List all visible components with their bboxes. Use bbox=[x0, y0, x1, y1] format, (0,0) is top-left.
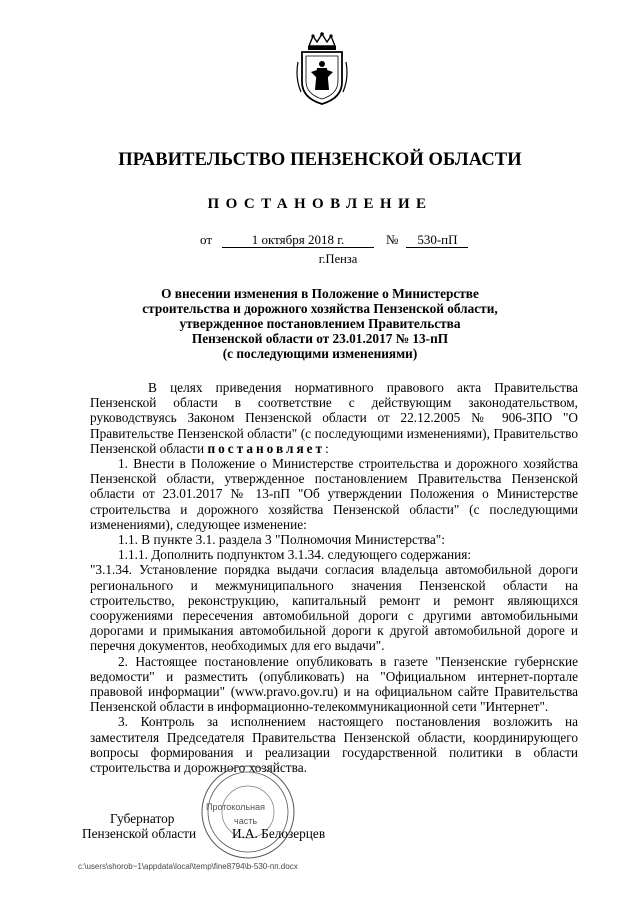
signatory-name: И.А. Белозерцев bbox=[232, 826, 326, 841]
clause-3-paragraph: 3. Контроль за исполнением настоящего постановления возложить на заместителя Председателя Правительства Пензенской области, координирующего вопросы формирования и реализации государственной политики в области строительства и дорожного хозяйства. bbox=[90, 714, 578, 776]
subject-line: (с последующими изменениями) bbox=[222, 346, 418, 361]
coat-of-arms-emblem bbox=[295, 32, 349, 106]
document-body bbox=[90, 380, 578, 775]
protocol-stamp bbox=[198, 762, 298, 862]
file-path-footer: c:\users\shorob~1\appdata\local\temp\fine8794\b-530-пп.docx bbox=[78, 862, 298, 871]
clause-1-1-1-paragraph: 1.1.1. Дополнить подпунктом 3.1.34. следующего содержания: bbox=[118, 547, 472, 563]
subject-line: Пензенской области от 23.01.2017 № 13-пП bbox=[191, 331, 449, 346]
signatory-region: Пензенской области bbox=[82, 826, 197, 841]
new-subclause-paragraph: "3.1.34. Установление порядка выдачи согласия владельца автомобильной дороги регионального и межмуниципального значения Пензенской области на строительство, реконструкцию, капитальный ремонт и ремонт являющихся сооружениями пересечения автомобильной дороги с другими автомобильными дорогами и примыкания автомобильной дороги к другой автомобильной дороге и перечня документов, необходимых для его выдачи". bbox=[90, 562, 578, 654]
clause-1-1-paragraph: 1.1. В пункте 3.1. раздела 3 "Полномочия Министерства": bbox=[118, 532, 445, 548]
date-prefix: от bbox=[200, 232, 213, 247]
subject-line: О внесении изменения в Положение о Министерстве bbox=[161, 286, 479, 301]
resolves-word: постановляет bbox=[207, 440, 326, 456]
government-title: ПРАВИТЕЛЬСТВО ПЕНЗЕНСКОЙ ОБЛАСТИ bbox=[118, 150, 522, 170]
subject-line: утвержденное постановлением Правительства bbox=[179, 316, 461, 331]
city-name: г.Пенза bbox=[318, 252, 358, 266]
stamp-text-line: часть bbox=[234, 816, 258, 826]
document-type-heading: ПОСТАНОВЛЕНИЕ bbox=[207, 196, 433, 212]
document-subject bbox=[0, 286, 640, 361]
document-date: 1 октября 2018 г. bbox=[222, 233, 374, 248]
document-number: 530-пП bbox=[406, 233, 468, 248]
clause-1-paragraph: 1. Внести в Положение о Министерстве строительства и дорожного хозяйства Пензенской области, утвержденное постановлением Правительства Пензенской области от 23.01.2017 № 13-пП "Об утверждении Положения о Министерстве строительства и дорожного хозяйства Пензенской области" (с последующими изменениями), следующее изменение: bbox=[90, 456, 578, 532]
clause-2-paragraph: 2. Настоящее постановление опубликовать в газете "Пензенские губернские ведомости" и разместить (опубликовать) на "Официальном интернет-портале правовой информации" (www.pravo.gov.ru) и на официальном сайте Правительства Пензенской области в информационно-телекоммуникационной сети "Интернет". bbox=[90, 653, 578, 715]
preamble-paragraph bbox=[90, 380, 578, 456]
preamble-text: В целях приведения нормативного правового акта Правительства Пензенской области в соответствие с действующим законодательством, руководствуясь Законом Пензенской области от 22.12.2005 № 906-ЗПО "О Правительстве Пензенской области" (с последующими изменениями), Правительство Пензенской области bbox=[90, 380, 578, 456]
subject-line: строительства и дорожного хозяйства Пензенской области, bbox=[142, 301, 498, 316]
stamp-text-line: Протокольная bbox=[206, 802, 265, 812]
date-number-line bbox=[200, 232, 500, 248]
preamble-end: : bbox=[325, 440, 329, 456]
number-prefix: № bbox=[386, 232, 399, 247]
signatory-title: Губернатор bbox=[110, 811, 175, 826]
